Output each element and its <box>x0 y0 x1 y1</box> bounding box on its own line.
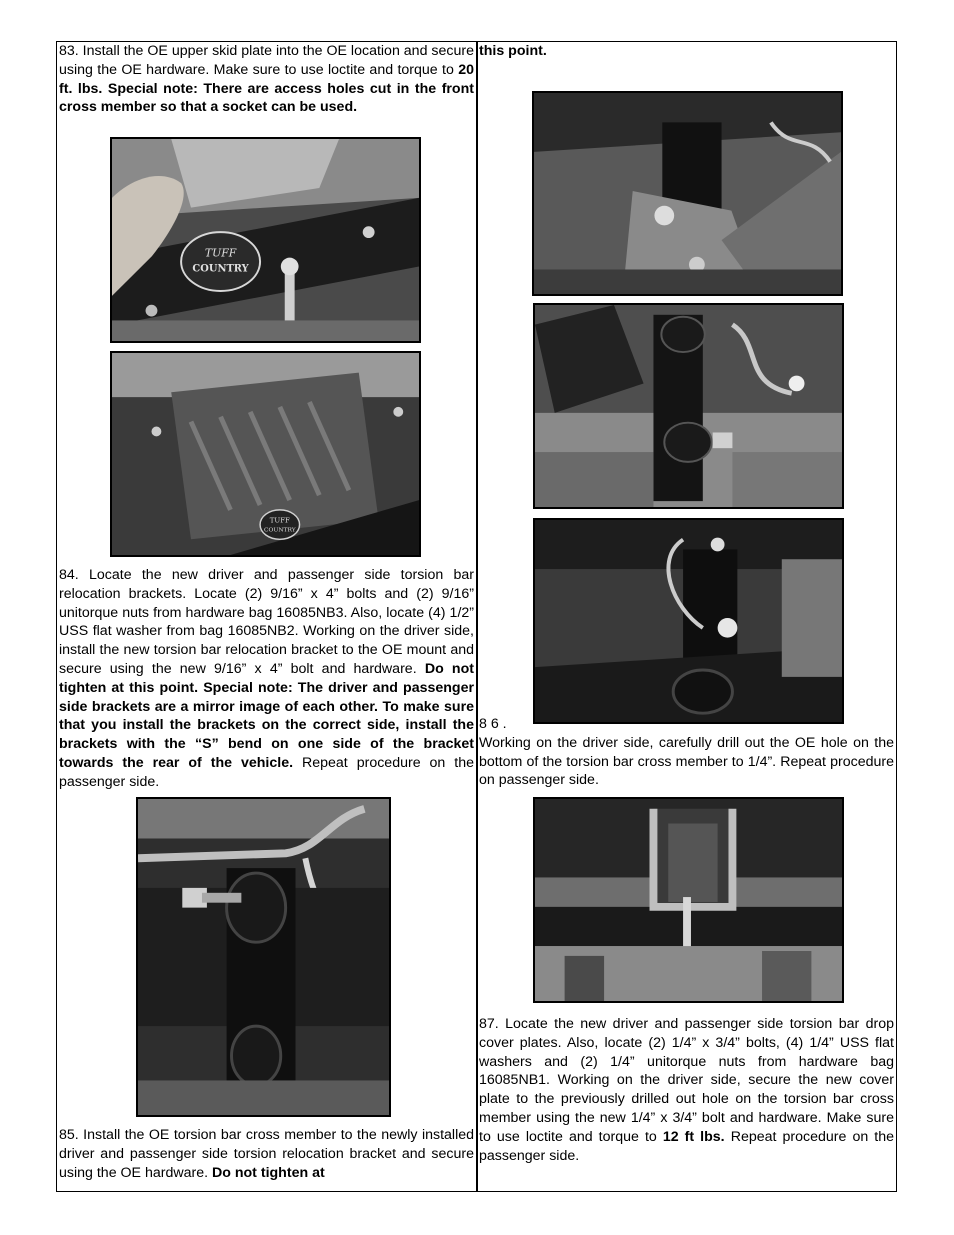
photo-cross-member-1 <box>532 91 843 296</box>
step-86-number: 8 6 . <box>479 716 507 732</box>
photo-cross-member-3 <box>533 518 844 724</box>
svg-text:COUNTRY: COUNTRY <box>192 263 249 275</box>
photo-skid-plate-hand <box>110 137 421 343</box>
step-87-text: 87. Locate the new driver and passenger side torsion bar drop cover plates. Also, locate (2) 1/4” x 3/4” bolts, (4) 1/4” USS flat washers and (2) 1/4” unitorque nuts from hardware bag 16085NB1. Working on the driver side, secure the new cover plate to the previously drilled out hole on the torsion bar cross member using the new 1/4” x 3/4” bolt and hardware. Make sure to use loctite and torque to 12 ft lbs. Repeat procedure on the passenger side. <box>479 1016 895 1164</box>
photo-relocation-bracket <box>136 797 391 1117</box>
step-84-text: 84. Locate the new driver and passenger side torsion bar relocation brackets. Locate (2) 9/16” x 4” bolts and (2) 9/16” unitorque nuts from hardware bag 16085NB3. Also, locate (4) 1/2” USS flat washer from bag 16085NB2. Working on the driver side, install the new torsion bar relocation bracket to the OE mount and secure using the new 9/16” x 4” bolt and hardware. Do not tighten at this point. Special note: The driver and passenger side brackets are a mirror image of each other. To make sure that you install the brackets on the correct side, install the brackets with the “S” bend on one side of the bracket towards the rear of the vehicle. Repeat procedure on the passenger side. <box>59 567 475 790</box>
photo-drilling-hole <box>533 797 844 1003</box>
step-83-text: 83. Install the OE upper skid plate into the OE location and secure using the OE hardware. Make sure to use loctite and torque to 20 ft. lbs. Special note: There are access holes cut in the front cross member so that a socket can be used. <box>59 43 474 116</box>
column-divider <box>476 41 478 1192</box>
svg-text:COUNTRY: COUNTRY <box>263 527 296 534</box>
step-86-text: 8 6 . Working on the driver side, carefully drill out the OE hole on the bottom of the torsion bar cross member to 1/4”. Repeat procedure on passenger side. <box>479 716 894 789</box>
svg-text:TUFF: TUFF <box>204 246 237 260</box>
step-85-text: 85. Install the OE torsion bar cross member to the newly installed driver and passenger side torsion relocation bracket and secure using the OE hardware. Do not tighten at <box>59 1127 474 1181</box>
svg-text:TUFF: TUFF <box>269 516 290 525</box>
photo-skid-plate-bracket <box>110 351 421 557</box>
step-85-continued: this point. <box>479 43 547 59</box>
photo-cross-member-2 <box>533 303 844 509</box>
